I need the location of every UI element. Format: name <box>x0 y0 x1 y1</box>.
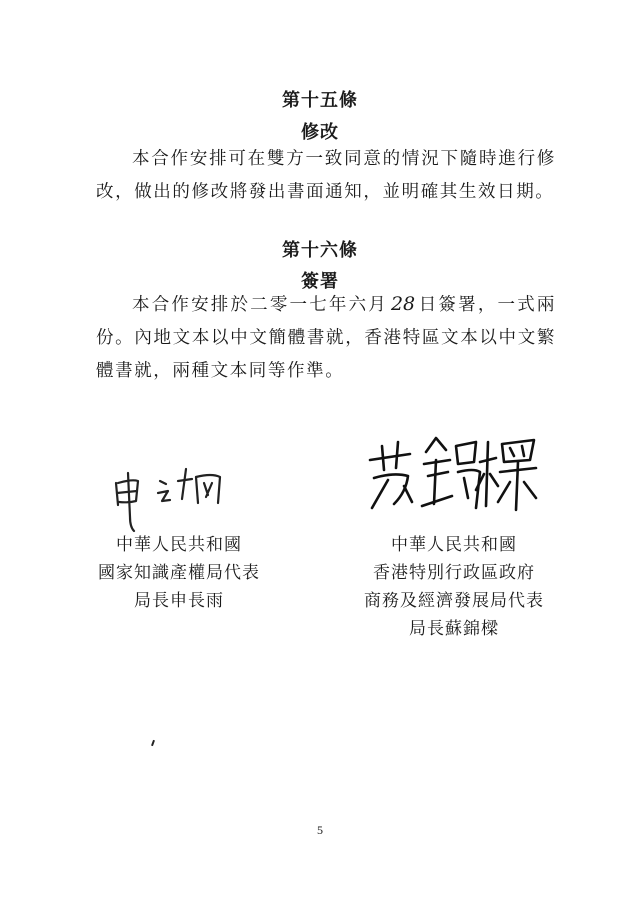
right-handwritten-signature <box>364 430 539 518</box>
ink-speck <box>151 740 155 746</box>
left-handwritten-signature <box>108 455 238 535</box>
right-signatory-government: 香港特別行政區政府 <box>373 563 535 583</box>
right-signatory-name: 局長蘇錦樑 <box>409 619 499 639</box>
page-number: 5 <box>317 823 323 837</box>
left-signatory-name: 局長申長雨 <box>134 591 224 611</box>
article-16-body-before: 本合作安排於二零一七年六月 <box>132 295 388 315</box>
article-15-body: 本合作安排可在雙方一致同意的情況下隨時進行修改，做出的修改將發出書面通知，並明確其生效日期。 <box>96 149 556 202</box>
right-signatory-office: 商務及經濟發展局代表 <box>364 591 544 611</box>
article-16-body-after: 日簽署，一式兩份。內地文本以中文簡體書就，香港特區文本以中文繁體書就，兩種文本同等作準。 <box>96 295 556 381</box>
left-signatory-block <box>84 531 274 615</box>
left-signatory-country: 中華人民共和國 <box>116 535 242 555</box>
article-15-number: 第十五條 <box>282 90 358 111</box>
right-signatory-country: 中華人民共和國 <box>391 535 517 555</box>
right-signatory-block <box>344 531 564 643</box>
article-16-number: 第十六條 <box>282 240 358 261</box>
handwritten-day: 28 <box>390 293 416 315</box>
article-16-title: 簽署 <box>301 271 339 292</box>
article-16-body <box>96 288 556 388</box>
article-15-title: 修改 <box>301 122 339 143</box>
left-signatory-office: 國家知識產權局代表 <box>98 563 260 583</box>
